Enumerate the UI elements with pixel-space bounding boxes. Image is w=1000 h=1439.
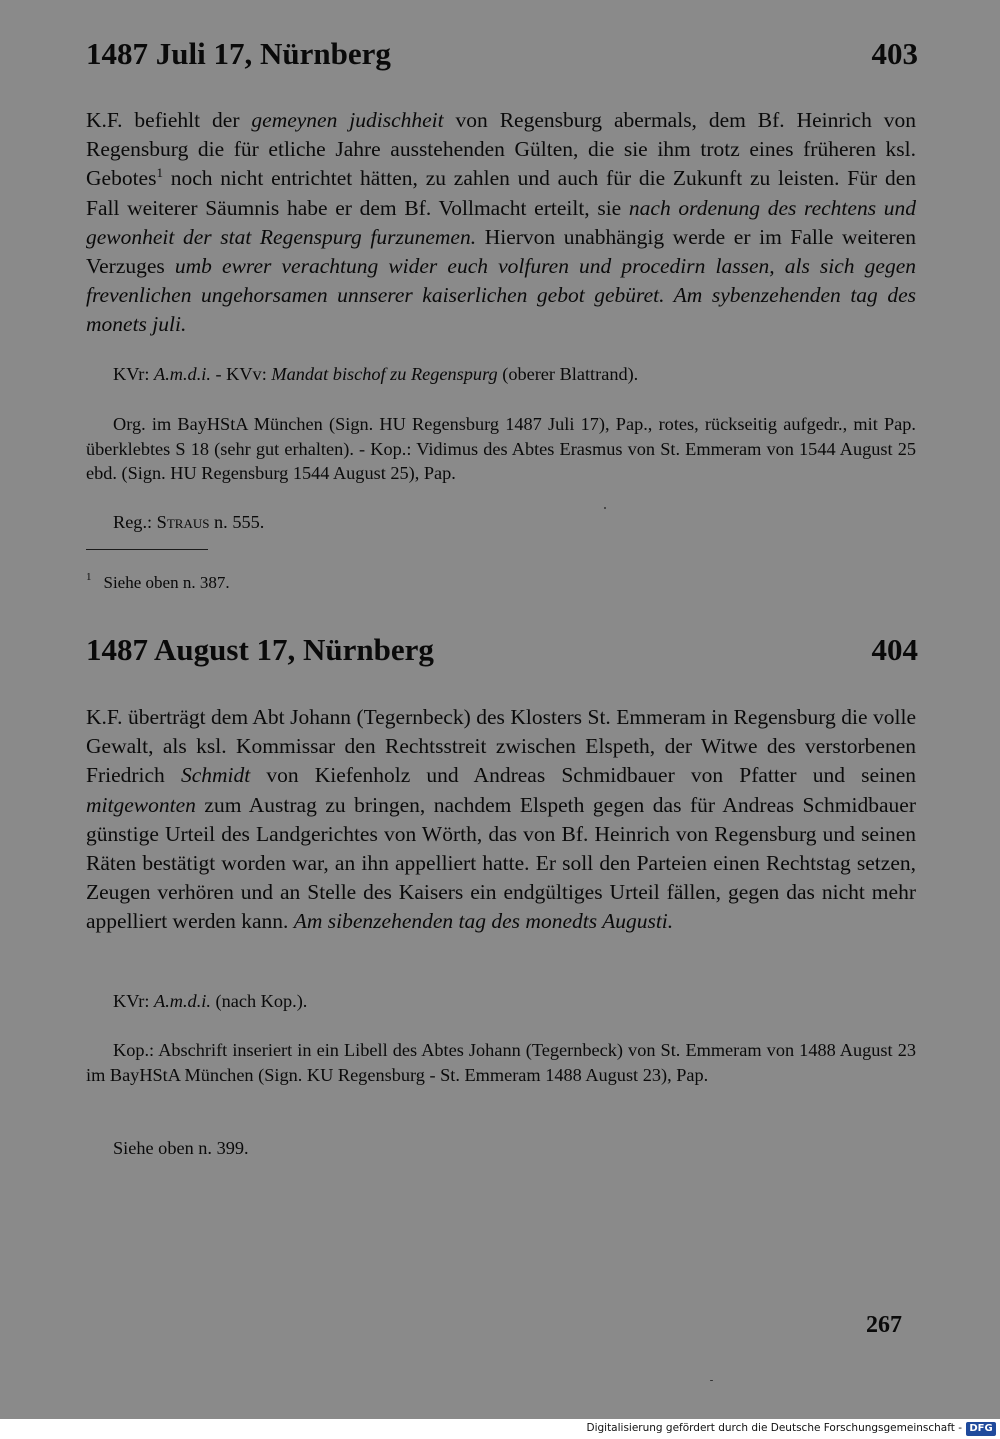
italic-quote: Mandat bischof zu Regenspurg	[271, 364, 498, 384]
scan-speck	[710, 1380, 713, 1381]
italic-quote: umb ewrer verachtung wider euch volfuren und procedirn lassen, als sich gegen frevenlichen ungehorsamen unnserer kaiserlichen gebot gebüret. Am sybenzehenden tag des monets juli.	[86, 254, 916, 337]
funding-credit: Digitalisierung gefördert durch die Deutsche Forschungsgemeinschaft -	[586, 1422, 962, 1434]
footnote-1	[86, 566, 230, 594]
text-run: KVr:	[113, 991, 155, 1011]
footnote-text: Siehe oben n. 387.	[103, 573, 230, 592]
entry-404-regest	[86, 703, 916, 937]
italic-quote: A.m.d.i.	[154, 991, 211, 1011]
entry-404-heading	[86, 632, 918, 668]
entry-403-date-place: 1487 Juli 17, Nürnberg	[86, 36, 391, 71]
entry-403-kanzleivermerk	[86, 362, 916, 387]
italic-quote: Schmidt	[180, 763, 251, 788]
digitization-credit-bar	[0, 1419, 1000, 1439]
reg-suffix: n. 555.	[209, 512, 265, 532]
text-run: K.F. befiehlt der	[86, 108, 252, 132]
footnote-rule	[86, 549, 208, 550]
footnote-number: 1	[86, 571, 92, 583]
italic-quote: mitgewonten	[86, 792, 196, 817]
reg-prefix: Reg.:	[113, 512, 157, 532]
entry-404-kanzleivermerk	[86, 989, 916, 1014]
entry-403-regest	[86, 106, 916, 340]
entry-403-overlieferung: Org. im BayHStA München (Sign. HU Regensburg 1487 Juli 17), Pap., rotes, rückseitig aufgedr., mit Pap. überklebtes S 18 (sehr gut erhalten). - Kop.: Vidimus des Abtes Erasmus von St. Emmeram von 1544 August 25 ebd. (Sign. HU Regensburg 1544 August 25), Pap.	[86, 414, 916, 483]
entry-403-regesten-ref	[86, 510, 916, 535]
italic-quote: gemeynen judischheit	[251, 108, 444, 132]
entry-404-date-place: 1487 August 17, Nürnberg	[86, 632, 434, 667]
entry-404-siehe: Siehe oben n. 399.	[113, 1138, 249, 1158]
text-run: Hiervon unabhängig werde er im Falle weiteren Verzuges	[86, 224, 916, 279]
italic-quote: Am sibenzehenden tag des monedts Augusti.	[293, 909, 674, 934]
text-run: noch nicht entrichtet hätten, zu zahlen und auch für die Zukunft zu leisten. Für den Fall weiterer Säumnis habe er dem Bf. Vollmacht erteilt, sie	[86, 166, 916, 220]
entry-404-kopie: Kop.: Abschrift inseriert in ein Libell des Abtes Johann (Tegernbeck) von St. Emmeram von 1488 August 23 im BayHStA München (Sign. KU Regensburg - St. Emmeram 1488 August 23), Pap.	[86, 1040, 916, 1085]
italic-quote: nach ordenung des rechtens und gewonheit der stat Regenspurg furzunemen.	[86, 195, 916, 249]
text-run: zum Austrag zu bringen, nachdem Elspeth gegen das für Andreas Schmidbauer günstige Urteil des Landgerichtes von Wörth, das von Bf. Heinrich von Regensburg und seinen Räten bestätigt worden war, an ihn appelliert hatte. Er soll den Parteien einen Rechtstag setzen, Zeugen verhören und an Stelle des Kaisers ein endgültiges Urteil fällen, gegen das nicht mehr appelliert werden kann.	[86, 792, 916, 934]
text-run: KVr:	[113, 364, 155, 384]
page-number: 267	[866, 1312, 902, 1338]
text-run: (oberer Blattrand).	[497, 364, 639, 384]
footnote-marker: 1	[156, 165, 163, 181]
text-run: (nach Kop.).	[210, 991, 308, 1011]
text-run: - KVv:	[210, 364, 272, 384]
scan-speck	[604, 507, 606, 509]
entry-404-number: 404	[871, 632, 918, 667]
italic-quote: A.m.d.i.	[154, 364, 211, 384]
entry-403-heading	[86, 36, 918, 72]
text-run: von Regensburg abermals, dem Bf. Heinrich von Regensburg die für etliche Jahre ausstehenden Gülten, die sie ihm trotz eines früheren ksl. Gebotes	[86, 108, 916, 191]
dfg-logo: DFG	[966, 1422, 996, 1436]
text-run: von Kiefenholz und Andreas Schmidbauer von Pfatter und seinen	[250, 763, 916, 788]
text-run: K.F. überträgt dem Abt Johann (Tegernbeck) des Klosters St. Emmeram in Regensburg die volle Gewalt, als ksl. Kommissar den Rechtsstreit zwischen Elspeth, der Witwe des verstorbenen Friedrich	[86, 705, 916, 788]
reg-author: Straus	[156, 512, 210, 532]
entry-403-number: 403	[871, 36, 918, 71]
